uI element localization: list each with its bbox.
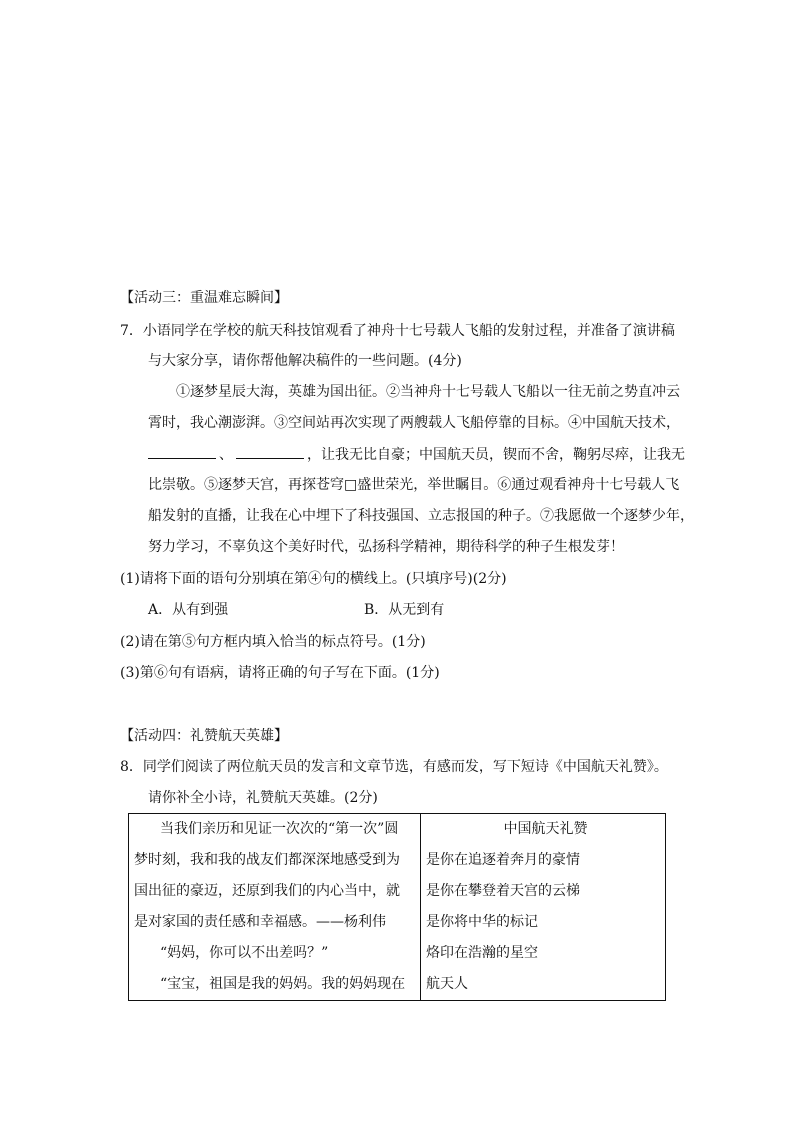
poem-line: 烙印在浩瀚的星空 [426,945,538,961]
poem-table [128,813,666,1001]
excerpt-line: “宝宝，祖国是我的妈妈。我的妈妈现在 [160,976,406,992]
q7-para-line4: 比崇敬。⑤逐梦天宫，再探苍穹□盛世荣光，举世瞩目。⑥通过观看神舟十七号载人飞 [148,477,680,493]
poem-line: 是你在追逐着奔月的豪情 [426,852,580,868]
blank-separator: 、 [219,447,233,463]
excerpt-line: 是对家国的责任感和幸福感。——杨利伟 [134,914,386,930]
q7-para-line6: 努力学习，不辜负这个美好时代，弘扬科学精神，期待科学的种子生根发芽！ [148,539,624,555]
option-b: B．从无到有 [364,602,445,618]
excerpt-line: 当我们亲历和见证一次次的“第一次”圆 [160,821,399,837]
q7-sub2: (2)请在第⑤句方框内填入恰当的标点符号。(1分) [120,634,426,650]
activity4-heading: 【活动四：礼赞航天英雄】 [120,728,288,744]
q7-para-line1: ①逐梦星辰大海，英雄为国出征。②当神舟十七号载人飞船以一往无前之势直冲云 [176,384,680,400]
poem-line: 是你将中华的标记 [426,914,538,930]
q7-para-line2: 霄时，我心潮澎湃。③空间站再次实现了两艘载人飞船停靠的目标。④中国航天技术， [148,415,680,431]
q7-para-line3-text: ，让我无比自豪；中国航天员，锲而不舍，鞠躬尽瘁，让我无 [307,447,685,463]
q7-line2: 与大家分享，请你帮他解决稿件的一些问题。(4分) [148,353,462,369]
excerpt-line: “妈妈，你可以不出差吗？” [160,945,329,961]
poem-line: 是你在攀登着天宫的云梯 [426,883,580,899]
q7-para-line5: 船发射的直播，让我在心中埋下了科技强国、立志报国的种子。⑦我愿做一个逐梦少年， [148,508,694,524]
excerpt-line: 梦时刻，我和我的战友们都深深地感受到为 [134,852,400,868]
answer-blank-2[interactable] [236,444,304,459]
poem-title: 中国航天礼赞 [503,821,588,837]
q8-line1: 8．同学们阅读了两位航天员的发言和文章节选，有感而发，写下短诗《中国航天礼赞》。 [120,759,668,775]
q7-sub1: (1)请将下面的语句分别填在第④句的横线上。(只填序号)(2分) [120,571,507,587]
poem-line: 航天人 [426,976,468,992]
excerpt-cell [129,814,421,1001]
excerpt-line: 国出征的豪迈，还原到我们的内心当中，就 [134,883,400,899]
answer-blank-1[interactable] [148,444,216,459]
q7-para-line3 [148,444,685,465]
q8-line2: 请你补全小诗，礼赞航天英雄。(2分) [148,790,378,806]
q7-line1: 7．小语同学在学校的航天科技馆观看了神舟十七号载人飞船的发射过程，并准备了演讲稿 [120,323,675,339]
poem-cell [421,814,666,1001]
option-a: A．从有到强 [148,602,229,618]
activity3-heading: 【活动三：重温难忘瞬间】 [120,290,288,306]
q7-sub3: (3)第⑥句有语病，请将正确的句子写在下面。(1分) [120,665,440,681]
